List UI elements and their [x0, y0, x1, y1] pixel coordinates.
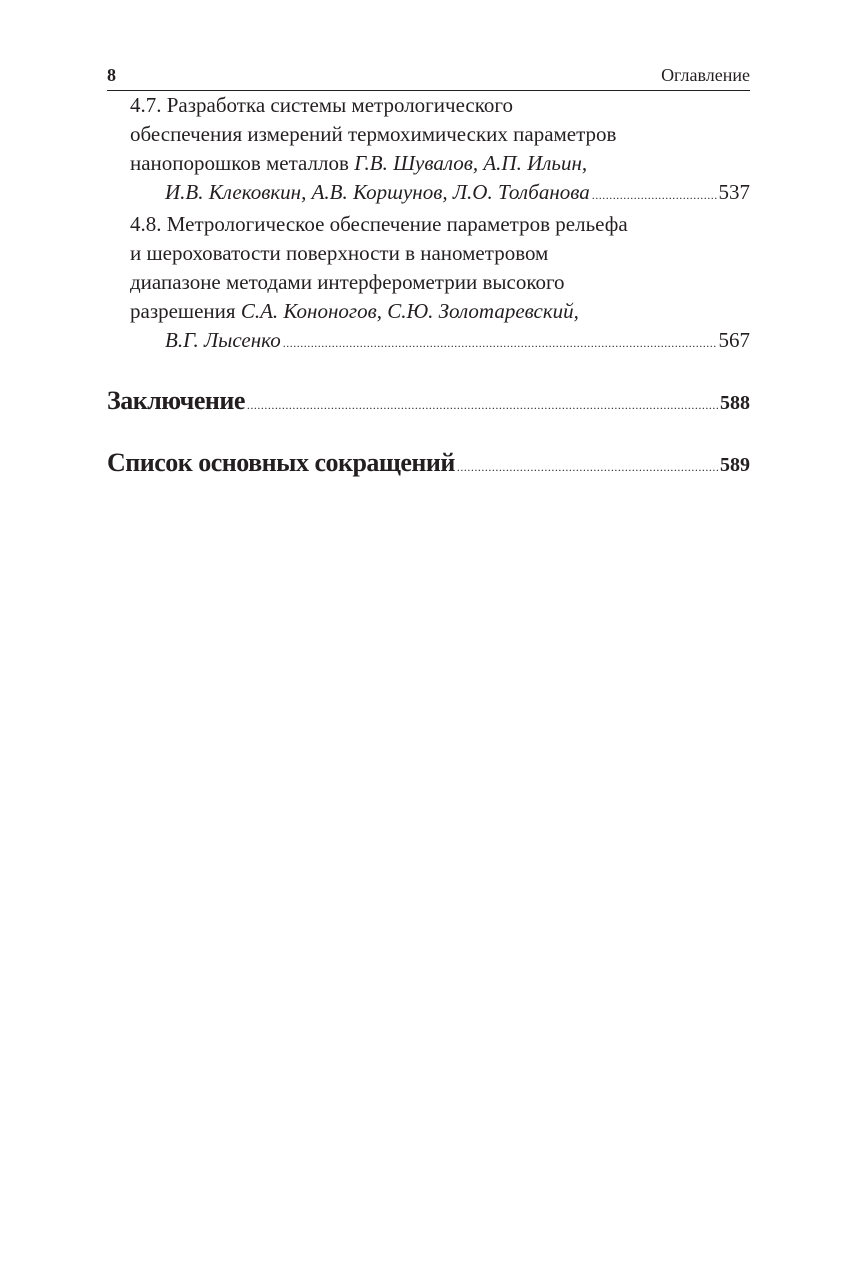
page-reference: 588 [720, 392, 750, 414]
entry-text: нанопорошков металлов [130, 151, 355, 175]
entry-authors: С.А. Кононогов, С.Ю. Золотаревский, [240, 299, 579, 323]
entry-last-line [165, 326, 750, 358]
running-header [107, 62, 750, 91]
toc-entry-4-8 [107, 210, 750, 358]
entry-title: Список основных сокращений [107, 448, 455, 477]
entry-line: 4.7. Разработка системы метрологического [130, 93, 513, 117]
entry-authors: Г.В. Шувалов, А.П. Ильин, [354, 151, 588, 175]
page-reference: 589 [720, 454, 750, 476]
page-number: 8 [107, 65, 116, 85]
entry-line [130, 297, 750, 326]
section-title: Оглавление [661, 65, 750, 85]
dot-leader [283, 329, 717, 358]
toc-entry-4-7 [107, 91, 750, 210]
entry-line: диапазоне методами интерферометрии высокого [130, 270, 565, 294]
entry-line: обеспечения измерений термохимических параметров [130, 122, 617, 146]
entry-last-line [165, 178, 750, 210]
page-reference: 537 [718, 180, 750, 204]
entry-line: и шероховатости поверхности в нанометровом [130, 241, 549, 265]
entry-authors: И.В. Клековкин, А.В. Коршунов, Л.О. Толбанова [165, 180, 590, 204]
entry-line: 4.8. Метрологическое обеспечение параметров рельефа [130, 212, 628, 236]
entry-text: разрешения [130, 299, 241, 323]
entry-authors: В.Г. Лысенко [165, 328, 281, 352]
dot-leader [457, 453, 718, 482]
dot-leader [592, 181, 717, 210]
dot-leader [247, 391, 718, 420]
toc-entry-abbreviations [107, 448, 750, 482]
toc-page [107, 62, 750, 482]
toc-entry-conclusion [107, 386, 750, 420]
entry-line [130, 149, 750, 178]
entry-title: Заключение [107, 386, 245, 415]
page-reference: 567 [718, 328, 750, 352]
